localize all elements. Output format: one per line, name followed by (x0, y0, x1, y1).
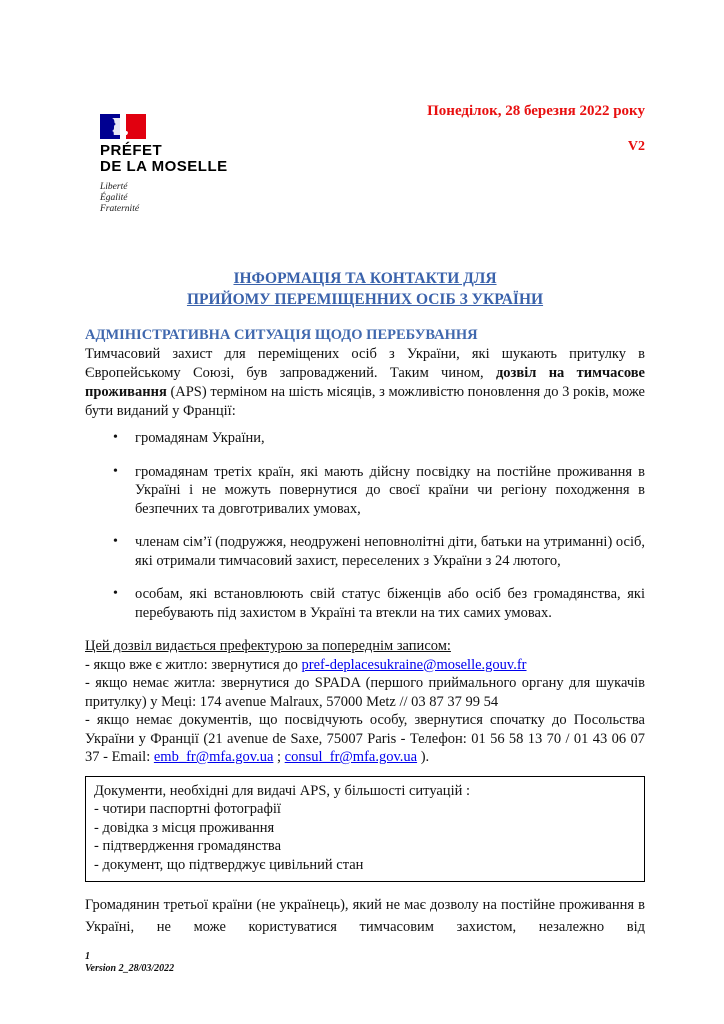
contact-line-no-documents (85, 711, 645, 767)
list-item: • особам, які встановлюють свій статус біженців або осіб без громадянства, які перебувають під захистом в Україні та втекли на тих самих умовах. (85, 585, 645, 622)
email-separator: ; (273, 749, 285, 765)
document-title-line1: ІНФОРМАЦІЯ ТА КОНТАКТИ ДЛЯ (233, 270, 497, 287)
list-item: • членам сім’ї (подружжя, неодружені неповнолітні діти, батьки на утриманні) осіб, які отримали тимчасовий захист, переселених з України з 24 лютого, (85, 533, 645, 570)
prefecture-logo (100, 114, 228, 215)
version-tag: V2 (627, 139, 645, 154)
motto-egalite: Égalité (100, 193, 128, 203)
required-documents-box (85, 776, 645, 883)
list-item: • громадянам України, (85, 429, 645, 448)
list-item: - довідка з місця проживання (94, 819, 275, 836)
required-documents-title: Документи, необхідні для видачі APS, у більшості ситуацій : (94, 782, 471, 799)
contact-line-no-documents-text: - якщо немає документів, що посвідчують особу, звернутися спочатку до Посольства України у Франції (21 avenue de Saxe, 75007 Paris - Телефон: 01 56 58 13 70 / 01 43 06 07 37 - Email: (85, 712, 645, 765)
email-link-embassy[interactable]: emb_fr@mfa.gov.ua (153, 749, 274, 765)
contacts-block (85, 637, 645, 767)
intro-paragraph-part1: Тимчасовий захист для переміщених осіб з України, які шукають притулку в Європейському Союзі, був запроваджений. Таким чином, (85, 346, 645, 381)
contact-line-no-documents-end: ). (417, 749, 430, 765)
list-item: • громадянам третіх країн, які мають дійсну посвідку на постійне проживання в Україні і не можуть повернутися до своєї країни чи регіону походження в безпечних та довготривалих умовах, (85, 463, 645, 519)
contacts-intro: Цей дозвіл видається префектурою за попереднім записом: (85, 638, 451, 654)
intro-paragraph-bold: дозвіл на тимчасове проживання (85, 365, 645, 400)
prefecture-name-line2: DE LA MOSELLE (100, 158, 228, 175)
list-item: - підтвердження громадянства (94, 838, 282, 854)
motto-liberte: Liberté (100, 182, 128, 192)
email-link-pref-deplacesukraine[interactable]: pref-deplacesukraine@moselle.gouv.fr (301, 656, 527, 673)
document-header (0, 0, 724, 214)
document-body (85, 268, 645, 938)
section-heading-administrative-situation: АДМІНІСТРАТИВНА СИТУАЦІЯ ЩОДО ПЕРЕБУВАННЯ (85, 327, 478, 343)
page-number: 1 (85, 951, 90, 962)
document-title (85, 268, 645, 310)
footer-version: Version 2_28/03/2022 (85, 963, 175, 974)
intro-paragraph (85, 345, 645, 421)
motto-fraternite: Fraternité (100, 204, 140, 214)
contact-line-no-housing: - якщо немає житла: звернутися до SPADA (першого приймального органу для шукачів притулку) у Меці: 174 avenue Malraux, 57000 Metz // 03 87 37 99 54 (85, 675, 645, 710)
contact-line-housing-text: - якщо вже є житло: звернутися до (85, 656, 302, 673)
document-title-line2: ПРИЙОМУ ПЕРЕМІЩЕННИХ ОСІБ З УКРАЇНИ (186, 291, 544, 308)
email-link-consul[interactable]: consul_fr@mfa.gov.ua (284, 749, 418, 765)
intro-paragraph-part2: (APS) терміном на шість місяців, з можливістю поновлення до 3 років, може бути виданий у Франції: (85, 384, 645, 419)
closing-paragraph: Громадянин третьої країни (не українець), який не має дозволу на постійне проживання в Україні, не може користуватися тимчасовим захистом, незалежно від (85, 897, 645, 935)
list-item: - чотири паспортні фотографії (94, 801, 281, 817)
contact-line-housing (85, 656, 645, 675)
prefecture-name-line1: PRÉFET (100, 142, 163, 159)
document-date: Понеділок, 28 березня 2022 року (427, 103, 645, 119)
eligibility-bullet-list (85, 429, 645, 622)
page-footer (85, 951, 174, 975)
prefecture-name (100, 143, 228, 175)
list-item: - документ, що підтверджує цивільний стан (94, 856, 364, 873)
french-flag-icon (100, 114, 146, 139)
republic-motto (100, 182, 228, 215)
